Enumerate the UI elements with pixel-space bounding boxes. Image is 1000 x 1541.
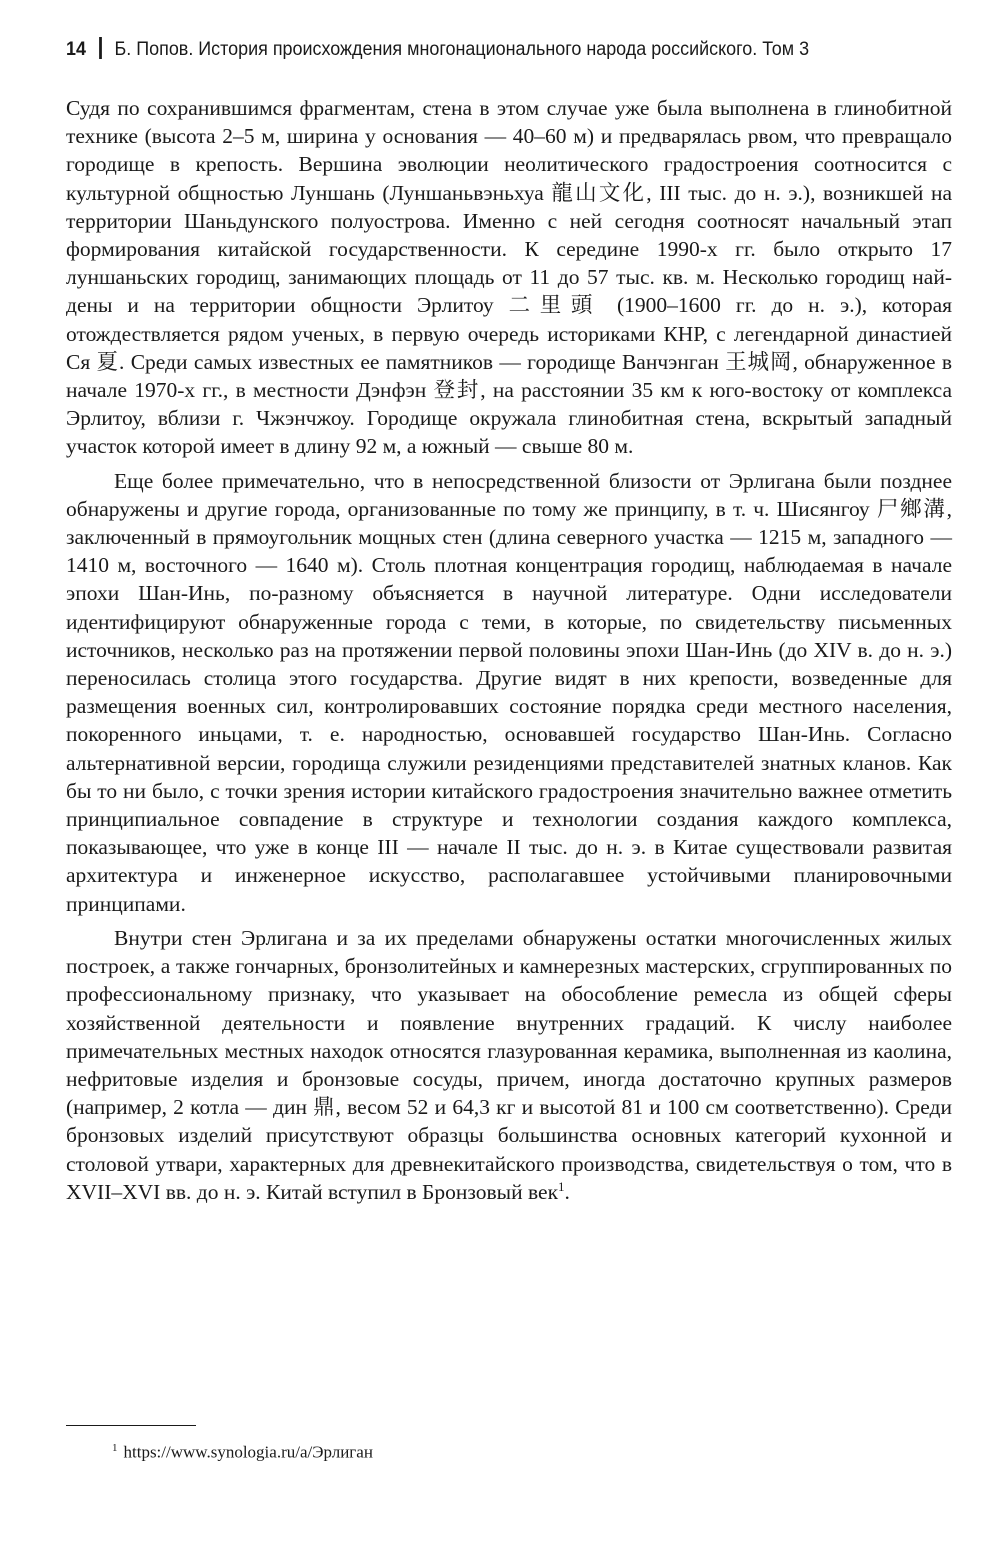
paragraph-2 [66,467,952,918]
header-separator [99,37,102,59]
paragraph-3: Внутри стен Эрлигана и за их пределами обнаружены остатки многочисленных жилых построек, а также гончарных, бронзолитейных и камнерезных мастерских, сгруппированных по профессиональному признаку, что указывает на обособление ремесла из общей сферы хозяйственной деятельности и появление внутренних градаций. К числу наиболее примечательных местных находок относятся глазурованная керамика, выполненная из каолина, нефритовые изделия и бронзовые сосуды, причем, иногда достаточно крупных размеров (например, 2 котла — дин 鼎, весом 52 и 64,3 кг и высотой 81 и 100 см соответственно). Среди бронзовых изделий присутствуют образцы большинства основных категорий кухонной и столовой утвари, характерных для древнекитайского производства, свидетельствуя о том, что в XVII–XVI вв. до н. э. Китай вступил в Бронзовый век$^1$. [66,925,952,1204]
running-header [66,32,876,66]
paragraph-1-text: Судя по сохранившимся фрагментам, стена в этом случае уже была выполнена в глинобитной технике (высота 2–5 м, ширина у основания — 40–60 м) и предварялась рвом, что превращало городище в крепость. Вершина эволюции неолитического градостроения соотносится с культурной общностью Луншань (Луншаньвэньхуа 龍山文化, III тыс. до н. э.), возникшей на территории Шаньдунского полуострова. Именно с ней сегодня соотносят начальный этап формирования китайской государственности. К середине 1990-х гг. было открыто 17 луншаньских городищ, занимающих площадь от 11 до 57 тыс. кв. м. Несколько городищ найдены и на территории общности Эрлитоу 二里頭 (1900–1600 гг. до н. э.), которая отождествляется рядом ученых, в первую очередь историками КНР, с легендарной династией Ся 夏. Среди самых известных ее памятников — городище Ванчэнган 王城岡, обнаруженное в начале 1970-х гг., в местности Дэнфэн 登封, на расстоянии 35 км к юго-востоку от комплекса Эрлитоу, вблизи г. Чжэнчжоу. Городище окружала глинобитная стена, вскрытый западный участок которой имеет в длину 92 м, а южный — свыше 80 м. [66,96,952,459]
footnote-divider [66,1425,196,1426]
paragraph-2-text: Еще более примечательно, что в непосредственной близости от Эрлигана были позднее обнаружены и другие города, организованные по тому же принципу, в т. ч. Шисянгоу 尸鄉溝, заключенный в прямоугольник мощных стен (длина северного участка — 1215 м, западного — 1410 м, восточного — 1640 м). Столь плотная концентрация городищ, наблюдаемая в начале эпохи Шан-Инь, по-разному объясняется в научной литературе. Одни исследователи идентифицируют обнаруженные города с теми, в которые, по свидетельству письменных источников, несколько раз на протяжении первой половины эпохи Шан-Инь (до XIV в. до н. э.) переносилась столица этого государства. Другие видят в них крепости, возведенные для размещения военных сил, контролировавших состояние порядка среди местного населения, покоренного иньцами, т. е. народностью, основавшей государство Шан-Инь. Согласно альтернативной версии, городища служили резиденциями представителей знатных кланов. Как бы то ни было, с точки зрения истории китайского градостроения значительно важнее отметить принципиальное совпадение в структуре и технологии создания каждого комплекса, показывающее, что уже в конце III — начале II тыс. до н. э. в Китае существовали развитая архитектура и инженерное искусство, располагавшее устойчивыми планировочными принципами. [66,468,952,916]
main-text [66,94,952,1212]
footnote-reference[interactable]: 1 [558,1178,565,1194]
footnote-link[interactable]: https://www.synologia.ru/a/Эрлиган [123,1442,373,1462]
footnote [112,1436,932,1465]
paragraph-3-text: Внутри стен Эрлигана и за их пределами обнаружены остатки многочисленных жилых построек, а также гончарных, бронзолитейных и камнерезных мастерских, сгруппированных по профессиональному признаку, что указывает на обособление ремесла из общей сферы хозяйственной деятельности и появление внутренних градаций. К числу наиболее примечательных местных находок относятся глазурованная керамика, выполненная из каолина, нефритовые изделия и бронзовые сосуды, причем, иногда достаточно крупных размеров (например, 2 котла — дин 鼎, весом 52 и 64,3 кг и высотой 81 и 100 см соответственно). Среди бронзовых изделий присутствуют образцы большинства основных категорий кухонной и столовой утвари, характерных для древнекитайского производства, свидетельствуя о том, что в XVII–XVI вв. до н. э. Китай вступил в Бронзовый век [66,925,952,1204]
paragraph-1 [66,94,952,461]
page-number: 14 [66,38,86,60]
running-title: Б. Попов. История происхождения многонационального народа российского. Том 3 [114,38,810,60]
footnote-number: 1 [112,1442,118,1454]
